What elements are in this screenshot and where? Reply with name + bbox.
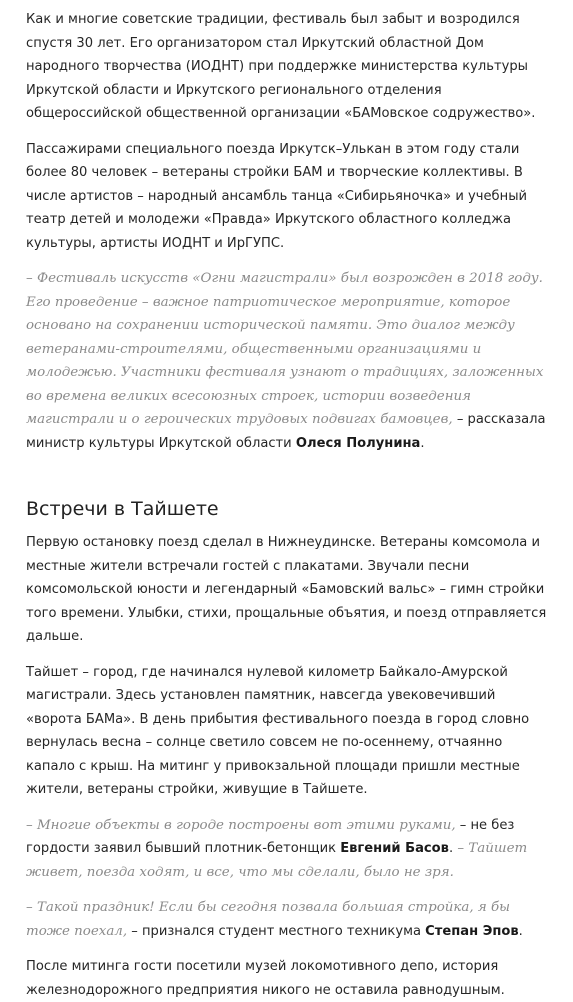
paragraph-museum: После митинга гости посетили музей локомотивного депо, история железнодорожного предприятия никого не оставила равнодушным.: [26, 959, 505, 998]
speaker-name: Евгений Басов: [340, 841, 449, 856]
quote-carpenter: [26, 814, 555, 885]
paragraph-train-passengers: Пассажирами специального поезда Иркутск–Улькан в этом году стали более 80 человек – ветераны стройки БАМ и творческие коллективы. В числе артистов – народный ансамбль танца «Сибирьяночка» и учебный театр детей и молодежи «Правда» Иркутского областного колледжа культуры, артисты ИОДНТ и ИрГУПС.: [26, 141, 528, 251]
quote-text: – Фестиваль искусств «Огни магистрали» был возрожден в 2018 году. Его проведение – важное патриотическое мероприятие, которое основано на сохранении исторической памяти. Это диалог между ветеранами-строителями, общественными организациями и молодежью. Участники фестиваля узнают о традициях, заложенных во времена великих всесоюзных строек, истории возведения магистрали и о героических трудовых подвигах бамовцев,: [26, 271, 544, 427]
paragraph-festival-history: Как и многие советские традиции, фестиваль был забыт и возродился спустя 30 лет. Его организатором стал Иркутский областной Дом народного творчества (ИОДНТ) при поддержке министерства культуры Иркутской области и Иркутского регионального отделения общероссийской общественной организации «БАМовское содружество».: [26, 12, 536, 121]
quote-end: .: [518, 923, 523, 939]
quote-attribution: – не без гордости заявил бывший плотник-бетонщик: [26, 817, 515, 856]
quote-text-continued: – Тайшет живет, поезда ходят, и все, что мы сделали, было не зря.: [26, 841, 528, 880]
speaker-name: Степан Эпов: [425, 923, 519, 939]
speaker-name: Олеся Полунина: [295, 435, 421, 451]
quote-attribution: – рассказала министр культуры Иркутской области: [26, 412, 546, 451]
quote-minister: [26, 267, 555, 455]
paragraph-taishet: Тайшет – город, где начинался нулевой километр Байкало-Амурской магистрали. Здесь установлен памятник, навсегда увековечивший «ворота БАМа». В день прибытия фестивального поезда в город словно вернулась весна – солнце светило совсем не по-осеннему, отчаянно капало с крыш. На митинг у привокзальной площади пришли местные жители, ветераны стройки, живущие в Тайшете.: [26, 664, 530, 797]
quote-text: – Такой праздник! Если бы сегодня позвала большая стройка, я бы тоже поехал,: [26, 900, 511, 939]
quote-text: – Многие объекты в городе построены вот этими руками,: [26, 817, 456, 833]
section-heading: Встречи в Тайшете: [26, 498, 219, 520]
quote-dot: .: [448, 841, 454, 856]
quote-student: [26, 896, 555, 943]
paragraph-nizhneudinsk: Первую остановку поезд сделал в Нижнеудинске. Ветераны комсомола и местные жители встречали гостей с плакатами. Звучали песни комсомольской юности и легендарный «Бамовский вальс» – гимн стройки того времени. Улыбки, стихи, прощальные объятия, и поезд отправляется дальше.: [26, 535, 547, 644]
quote-end: .: [420, 435, 425, 451]
quote-attribution: – признался студент местного техникума: [127, 923, 426, 939]
